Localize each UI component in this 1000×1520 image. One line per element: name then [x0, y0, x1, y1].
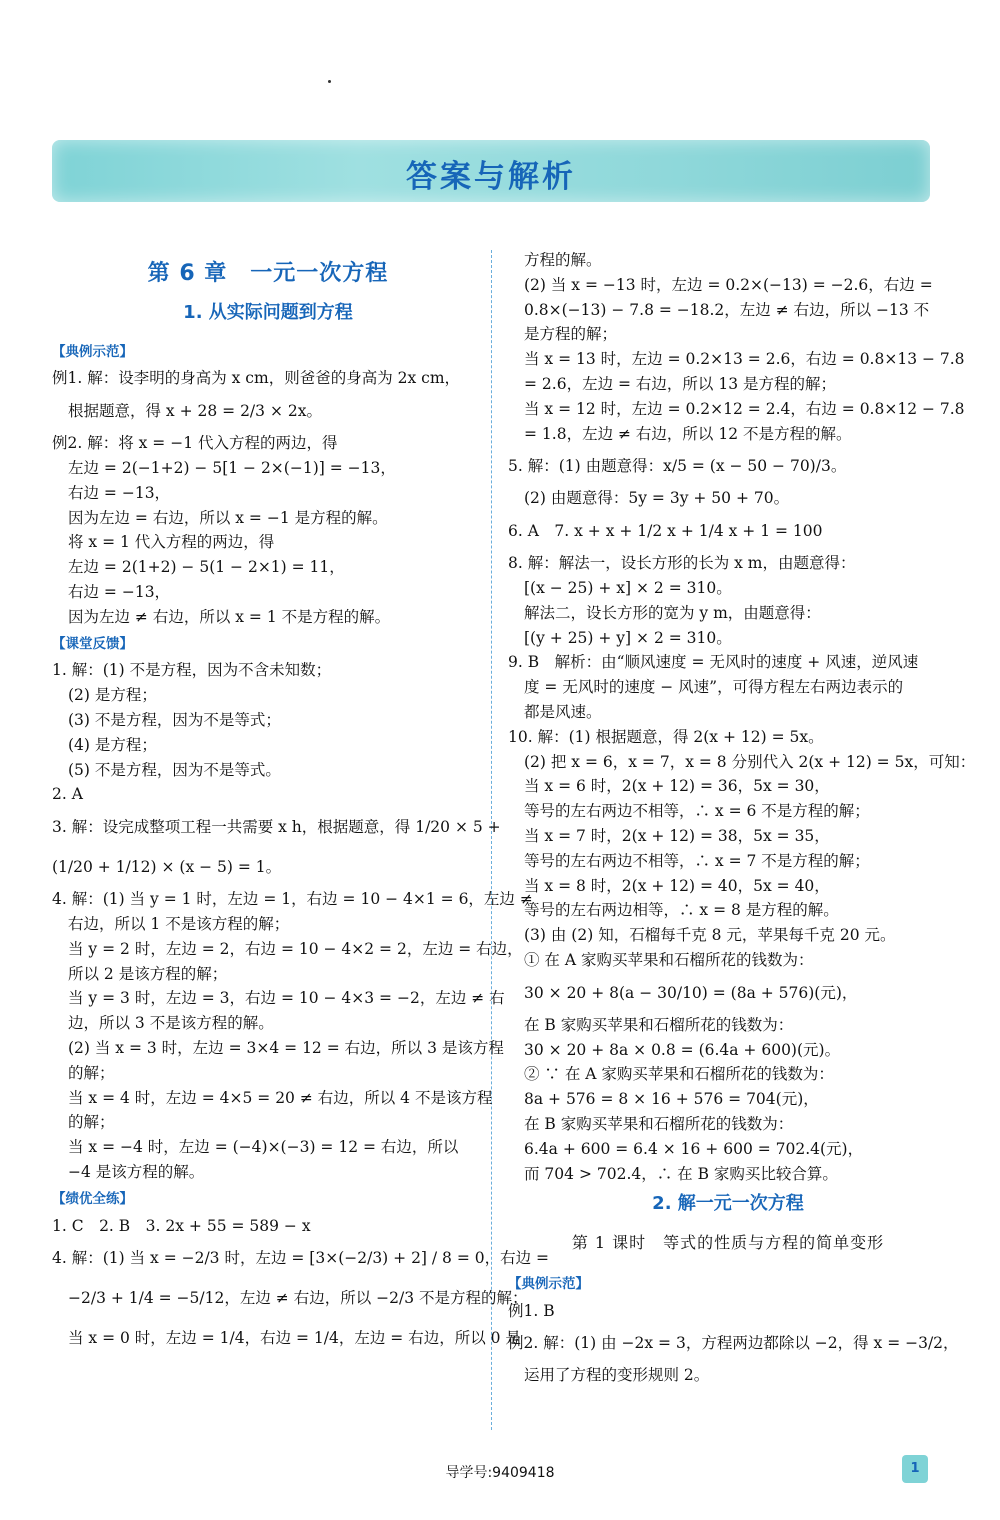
speck [328, 80, 331, 83]
q8-line: 解法二，设长方形的宽为 y m，由题意得： [524, 603, 821, 622]
ex2-line: 因为左边 ≠ 右边，所以 x = 1 不是方程的解。 [68, 607, 391, 626]
q10-line: 等号的左右两边相等，∴ x = 8 是方程的解。 [524, 901, 839, 920]
fb4-line: 当 x = −4 时，左边 = (−4)×(−3) = 12 = 右边，所以 [68, 1138, 459, 1157]
q10-line: 30 × 20 + 8(a − 30/10) = (8a + 576)(元)， [524, 983, 858, 1002]
r-ex2-line: 运用了方程的变形规则 2。 [524, 1366, 710, 1385]
ex2-line: 右边 = −13， [68, 483, 171, 502]
tag-feedback: 【课堂反馈】 [52, 635, 133, 652]
fb4-line: 当 y = 3 时，左边 = 3，右边 = 10 − 4×3 = −2，左边 ≠ 右 [68, 989, 505, 1008]
pr4-line: 4. 解：(1) 当 x = −2/3 时，左边 = [3×(−2/3) + 2] / 8 = 0，右边 = [52, 1249, 550, 1268]
tag-practice: 【绩优全练】 [52, 1190, 133, 1207]
q8-line: 8. 解：解法一，设长方形的长为 x m，由题意得： [508, 554, 856, 573]
ex2-line: 因为左边 = 右边，所以 x = −1 是方程的解。 [68, 508, 388, 527]
q9-line: 9. B 解析：由“顺风速度 = 无风时的速度 + 风速，逆风速 [508, 653, 919, 672]
tag-example: 【典例示范】 [508, 1275, 589, 1292]
fb4-line: −4 是该方程的解。 [68, 1162, 205, 1181]
tag-example: 【典例示范】 [52, 343, 133, 360]
pr1-line: 1. C 2. B 3. 2x + 55 = 589 − x [52, 1216, 311, 1235]
q10-line: 10. 解：(1) 根据题意，得 2(x + 12) = 5x。 [508, 727, 824, 746]
ex2-line: 右边 = −13， [68, 582, 171, 601]
r-ex1-line: 例1. B [508, 1301, 555, 1320]
q8-line: [(x − 25) + x] × 2 = 310。 [524, 578, 732, 597]
fb1-line: (5) 不是方程，因为不是等式。 [68, 760, 281, 779]
ex2-line: 左边 = 2(−1+2) − 5[1 − 2×(−1)] = −13， [68, 458, 396, 477]
fb4-line: 当 x = 4 时，左边 = 4×5 = 20 ≠ 右边，所以 4 不是该方程 [68, 1088, 493, 1107]
fb3-line: 3. 解：设完成整项工程一共需要 x h，根据题意，得 1/20 × 5 + [52, 818, 501, 837]
q10-line: (3) 由 (2) 知，石榴每千克 8 元，苹果每千克 20 元。 [524, 926, 896, 945]
section-title: 1. 从实际问题到方程 [183, 301, 353, 323]
fb1-line: (2) 是方程； [68, 686, 157, 705]
q10-line: ① 在 A 家购买苹果和石榴所花的钱数为： [524, 950, 814, 969]
cont-line: 当 x = 13 时，左边 = 0.2×13 = 2.6，右边 = 0.8×13 − 7.8 [524, 350, 965, 369]
ex2-line: 左边 = 2(1+2) − 5(1 − 2×1) = 11， [68, 558, 345, 577]
q10-line: ② ∵ 在 A 家购买苹果和石榴所花的钱数为： [524, 1065, 834, 1084]
fb1-line: (3) 不是方程，因为不是等式； [68, 710, 281, 729]
fb4-line: 所以 2 是该方程的解； [68, 964, 228, 983]
q10-line: 等号的左右两边不相等，∴ x = 6 不是方程的解； [524, 802, 870, 821]
fb2-line: 2. A [52, 785, 83, 804]
banner-title: 答案与解析 [406, 159, 576, 195]
fb1-line: 1. 解：(1) 不是方程，因为不含未知数； [52, 661, 332, 680]
chapter-title: 第 6 章 一元一次方程 [147, 261, 389, 286]
r-ex2-line: 例2. 解：(1) 由 −2x = 3，方程两边都除以 −2，得 x = −3/2， [508, 1334, 959, 1353]
fb4-line: 右边，所以 1 不是该方程的解； [68, 914, 290, 933]
fb4-line: 当 y = 2 时，左边 = 2，右边 = 10 − 4×2 = 2，左边 = 右边， [68, 939, 523, 958]
header-banner [52, 140, 930, 202]
q10-line: 当 x = 8 时，2(x + 12) = 40，5x = 40， [524, 876, 830, 895]
q5-line: 5. 解：(1) 由题意得：x/5 = (x − 50 − 70)/3。 [508, 457, 847, 476]
q10-line: 在 B 家购买苹果和石榴所花的钱数为： [524, 1015, 794, 1034]
q10-line: 30 × 20 + 8a × 0.8 = (6.4a + 600)(元)。 [524, 1040, 841, 1059]
cont-line: 是方程的解； [524, 325, 618, 344]
q10-line: 在 B 家购买苹果和石榴所花的钱数为： [524, 1114, 794, 1133]
fb4-line: 的解； [68, 1063, 115, 1082]
page-number-box [902, 1455, 928, 1483]
ex2-line: 将 x = 1 代入方程的两边，得 [68, 533, 275, 552]
cont-line: = 1.8，左边 ≠ 右边，所以 12 不是方程的解。 [524, 424, 852, 443]
cont-line: (2) 当 x = −13 时，左边 = 0.2×(−13) = −2.6，右边 = [524, 275, 933, 294]
section2-title: 2. 解一元一次方程 [652, 1193, 804, 1215]
fb4-line: 边，所以 3 不是该方程的解。 [68, 1014, 274, 1033]
cont-line: 当 x = 12 时，左边 = 0.2×12 = 2.4，右边 = 0.8×12 − 7.8 [524, 399, 965, 418]
fb4-line: 4. 解：(1) 当 y = 1 时，左边 = 1，右边 = 10 − 4×1 = 6，左边 ≠ [52, 890, 533, 909]
q10-line: (2) 把 x = 6，x = 7，x = 8 分别代入 2(x + 12) = 5x，可知： [524, 752, 976, 771]
q10-line: 而 704 > 702.4，∴ 在 B 家购买比较合算。 [524, 1164, 838, 1183]
cont-line: 0.8×(−13) − 7.8 = −18.2，左边 ≠ 右边，所以 −13 不 [524, 300, 930, 319]
fb4-line: (2) 当 x = 3 时，左边 = 3×4 = 12 = 右边，所以 3 是该方程 [68, 1038, 504, 1057]
fb3-line: (1/20 + 1/12) × (x − 5) = 1。 [52, 858, 282, 877]
q9-line: 度 = 无风时的速度 − 风速”，可得方程左右两边表示的 [524, 678, 904, 697]
q10-line: 8a + 576 = 8 × 16 + 576 = 704(元)， [524, 1090, 819, 1109]
q5-line: (2) 由题意得：5y = 3y + 50 + 70。 [524, 489, 790, 508]
q10-line: 当 x = 7 时，2(x + 12) = 38，5x = 35， [524, 826, 830, 845]
page-number: 1 [910, 1461, 920, 1476]
ex2-line: 例2. 解：将 x = −1 代入方程的两边，得 [52, 434, 338, 453]
q9-line: 都是风速。 [524, 702, 602, 721]
guide-number: 导学号:9409418 [445, 1465, 555, 1481]
lesson-title: 第 1 课时 等式的性质与方程的简单变形 [571, 1233, 885, 1253]
cont-line: = 2.6，左边 = 右边，所以 13 是方程的解； [524, 374, 836, 393]
q67-line: 6. A 7. x + x + 1/2 x + 1/4 x + 1 = 100 [508, 522, 823, 541]
q10-line: 6.4a + 600 = 6.4 × 16 + 600 = 702.4(元)， [524, 1139, 864, 1158]
fb1-line: (4) 是方程； [68, 735, 157, 754]
q8-line: [(y + 25) + y] × 2 = 310。 [524, 628, 732, 647]
pr4-line: 当 x = 0 时，左边 = 1/4，右边 = 1/4，左边 = 右边，所以 0 是 [68, 1329, 521, 1348]
pr4-line: −2/3 + 1/4 = −5/12，左边 ≠ 右边，所以 −2/3 不是方程的解； [68, 1289, 528, 1308]
ex1-line: 根据题意，得 x + 28 = 2/3 × 2x。 [68, 402, 322, 421]
ex1-line: 例1. 解：设李明的身高为 x cm，则爸爸的身高为 2x cm， [52, 369, 461, 388]
q10-line: 等号的左右两边不相等，∴ x = 7 不是方程的解； [524, 851, 870, 870]
fb4-line: 的解； [68, 1113, 115, 1132]
right-column [508, 248, 976, 1388]
q10-line: 当 x = 6 时，2(x + 12) = 36，5x = 30， [524, 777, 830, 796]
cont-line: 方程的解。 [524, 251, 602, 269]
